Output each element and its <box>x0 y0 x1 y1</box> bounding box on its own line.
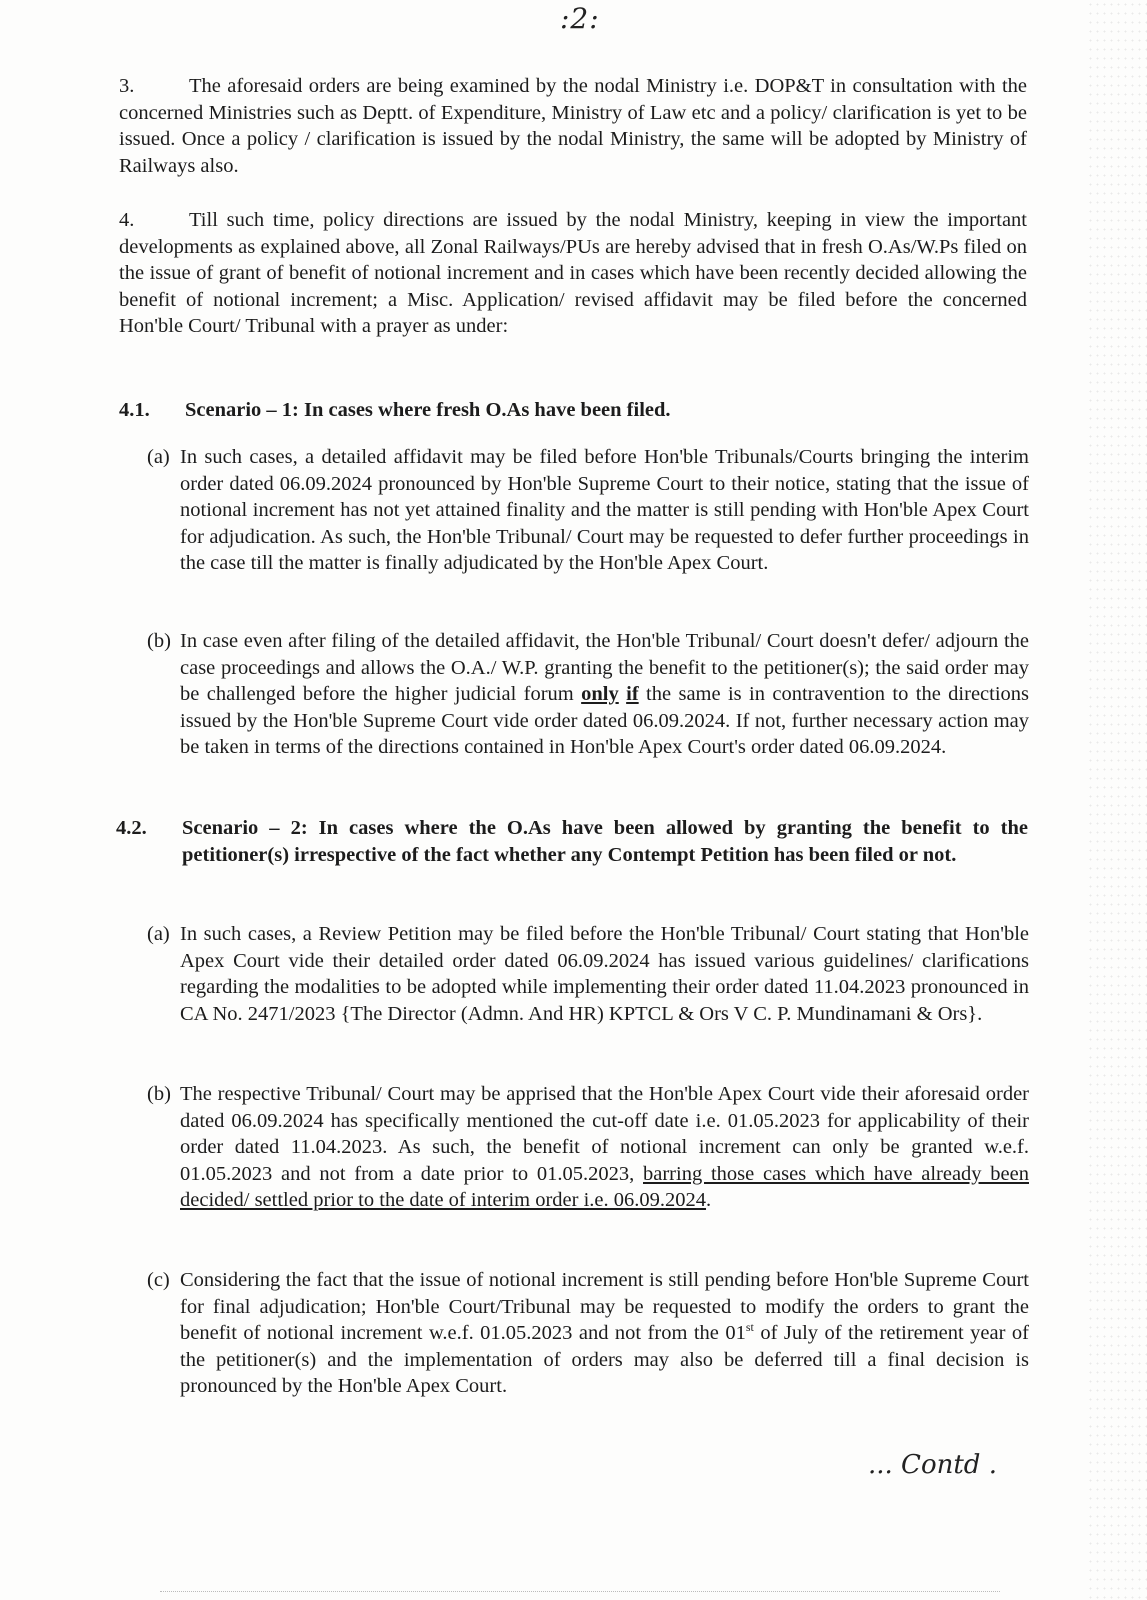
scenario-2-item-a <box>147 921 1029 1027</box>
paragraph-3 <box>119 73 1027 179</box>
item-text-part: . <box>706 1189 712 1211</box>
item-text <box>180 1081 1029 1214</box>
item-text-part: Considering the fact that the issue of notional increment is still pending before Hon'ble Supreme Court for final adjudication; Hon'ble Court/Tribunal may be requested to modify the orders to grant the benefit of notional increment w.e.f. 01.05.2023 and not from the 01 <box>180 1269 1029 1344</box>
scenario-2-item-c <box>147 1267 1029 1400</box>
section-title: Scenario – 1: In cases where fresh O.As have been filed. <box>185 399 671 421</box>
item-label: (b) <box>147 630 171 652</box>
scan-bottom-edge <box>160 1591 1000 1596</box>
ordinal-superscript: st <box>745 1320 754 1335</box>
item-text: In such cases, a detailed affidavit may be filed before Hon'ble Tribunals/Courts bringing the interim order dated 06.09.2024 pronounced by Hon'ble Supreme Court to their notice, stating that the issue of notional increment has not yet attained finality and the matter is still pending with Hon'ble Apex Court for adjudication. As such, the Hon'ble Tribunal/ Court may be requested to defer further proceedings in the case till the matter is finally adjudicated by the Hon'ble Apex Court. <box>180 446 1029 574</box>
underlined-text: barring those cases which have already been decided/ settled prior to the date of interim order i.e. 06.09.2024 <box>180 1162 1029 1211</box>
item-text <box>180 628 1029 761</box>
item-label: (a) <box>147 923 170 945</box>
item-label: (a) <box>147 446 170 468</box>
item-text-part: of July of the retirement year of the petitioner(s) and the implementation of orders may also be deferred till a final decision is pronounced by the Hon'ble Apex Court. <box>180 1322 1029 1397</box>
paragraph-number: 3. <box>119 75 135 97</box>
paragraph-text: The aforesaid orders are being examined by the nodal Ministry i.e. DOP&T in consultation with the concerned Ministries such as Deptt. of Expenditure, Ministry of Law etc and a policy/ clarification is yet to be issued. Once a policy / clarification is issued by the nodal Ministry, the same will be adopted by Ministry of Railways also. <box>119 75 1027 177</box>
emphasis-only: only <box>581 683 619 705</box>
item-text-part: the same is in contravention to the directions issued by the Hon'ble Supreme Court vide order dated 06.09.2024. If not, further necessary action may be taken in terms of the directions contained in Hon'ble Apex Court's order dated 06.09.2024. <box>180 683 1030 758</box>
paragraph-number: 4. <box>119 209 135 231</box>
item-label: (c) <box>147 1269 170 1291</box>
scenario-1-heading <box>119 397 1027 424</box>
section-number: 4.2. <box>116 817 147 839</box>
scan-margin-speckle <box>1087 0 1147 1600</box>
section-title: Scenario – 2: In cases where the O.As have been allowed by granting the benefit to the petitioner(s) irrespective of the fact whether any Contempt Petition has been filed or not. <box>182 817 1028 866</box>
continued-note: ... Contd . <box>868 1450 997 1480</box>
paragraph-text: Till such time, policy directions are issued by the nodal Ministry, keeping in view the important developments as explained above, all Zonal Railways/PUs are hereby advised that in fresh O.As/W.Ps filed on the issue of grant of benefit of notional increment and in cases which have been recently decided allowing the benefit of notional increment; a Misc. Application/ revised affidavit may be filed before the concerned Hon'ble Court/ Tribunal with a prayer as under: <box>119 209 1027 337</box>
scenario-2-item-b <box>147 1081 1029 1214</box>
item-text: In such cases, a Review Petition may be filed before the Hon'ble Tribunal/ Court stating that Hon'ble Apex Court vide their detailed order dated 06.09.2024 has issued various guidelines/ clarifications regarding the modalities to be adopted while implementing their order dated 11.04.2023 pronounced in CA No. 2471/2023 {The Director (Admn. And HR) KPTCL & Ors V C. P. Mundinamani & Ors}. <box>180 923 1029 1025</box>
paragraph-4 <box>119 207 1027 340</box>
page-number: :2: <box>560 2 600 35</box>
item-label: (b) <box>147 1083 171 1105</box>
item-text-part: In case even after filing of the detailed affidavit, the Hon'ble Tribunal/ Court doesn't defer/ adjourn the case proceedings and allows the O.A./ W.P. granting the benefit to the petitioner(s); the said order may be challenged before the higher judicial forum <box>180 630 1029 705</box>
scenario-1-item-a <box>147 444 1029 577</box>
item-text <box>180 1267 1029 1400</box>
scenario-2-heading <box>116 815 1028 868</box>
emphasis-if: if <box>626 683 639 705</box>
section-number: 4.1. <box>119 399 150 421</box>
item-text-part: The respective Tribunal/ Court may be apprised that the Hon'ble Apex Court vide their aforesaid order dated 06.09.2024 has specifically mentioned the cut-off date i.e. 01.05.2023 for applicability of their order dated 11.04.2023. As such, the benefit of notional increment can only be granted w.e.f. 01.05.2023 and not from a date prior to 01.05.2023, <box>180 1083 1029 1185</box>
scenario-1-item-b <box>147 628 1029 761</box>
